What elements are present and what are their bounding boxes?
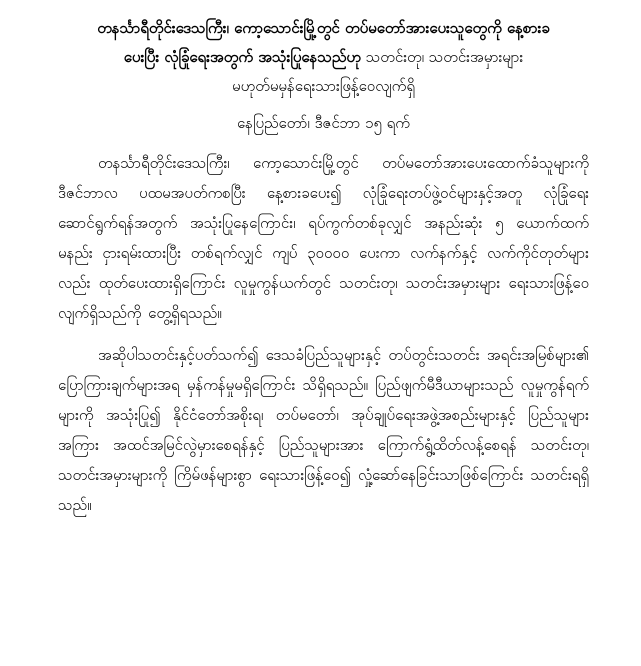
headline-line-2-normal: သတင်းတု၊ သတင်းအမှားများ bbox=[361, 48, 524, 66]
headline bbox=[58, 14, 589, 72]
headline-line-1: တနင်္သာရီတိုင်းဒေသကြီး၊ ကော့သောင်းမြို့တွင် တပ်မတော်အားပေးသူတွေကို နေ့စားခ bbox=[97, 19, 550, 37]
dateline: နေပြည်တော်၊ ဒီဇင်ဘာ ၁၅ ရက် bbox=[237, 114, 410, 132]
headline-line-3: မဟုတ်မမှန်ရေးသားဖြန့်ဝေလျက်ရှိ bbox=[232, 77, 415, 95]
headline-line-2-bold: ပေးပြီး လုံခြုံရေးအတွက် အသုံးပြုနေသည်ဟု bbox=[123, 48, 361, 66]
paragraph-1: တနင်္သာရီတိုင်းဒေသကြီး၊ ကော့သောင်းမြို့တွင် တပ်မတော်အားပေးထောက်ခံသူများကို ဒီဇင်ဘာလ ပထမအပတ်ကစပြီး နေ့စားခပေး၍ လုံခြုံရေးတပ်ဖွဲ့ဝင်များနှင့်အတူ လုံခြုံရေးဆောင်ရွက်ရန်အတွက် အသုံးပြုနေကြောင်း၊ ရပ်ကွက်တစ်ခုလျှင် အနည်းဆုံး ၅ ယောက်ထက်မနည်း ငှားရမ်းထားပြီး တစ်ရက်လျှင် ကျပ် ၃၀၀၀၀ ပေးကာ လက်နက်နှင့် လက်ကိုင်တုတ်များလည်း ထုတ်ပေးထားရှိကြောင်း လူမှုကွန်ယက်တွင် သတင်းတု၊ သတင်းအမှားများ ရေးသားဖြန့်ဝေလျက်ရှိသည်ကို တွေ့ရှိရသည်။ bbox=[58, 154, 589, 322]
paragraph-2: အဆိုပါသတင်းနှင့်ပတ်သက်၍ ဒေသခံပြည်သူများနှင့် တပ်တွင်းသတင်း အရင်းအမြစ်များ၏ ပြောကြားချက်များအရ မှန်ကန်မှုမရှိကြောင်း သိရှိရသည်။ ပြည်ဖျက်မီဒီယာများသည် လူမှုကွန်ရက်များကို အသုံးပြု၍ နိုင်ငံတော်အစိုးရ၊ တပ်မတော်၊ အုပ်ချုပ်ရေးအဖွဲ့အစည်းများနှင့် ပြည်သူများအကြား အထင်အမြင်လွဲမှားစေရန်နှင့် ပြည်သူများအား ကြောက်ရွံ့ထိတ်လန့်စေရန် သတင်းတု၊ သတင်းအမှားများကို ကြိမ်ဖန်များစွာ ရေးသားဖြန့်ဝေ၍ လှုံ့ဆော်နေခြင်းသာဖြစ်ကြောင်း သတင်းရရှိသည်။ bbox=[58, 346, 589, 514]
